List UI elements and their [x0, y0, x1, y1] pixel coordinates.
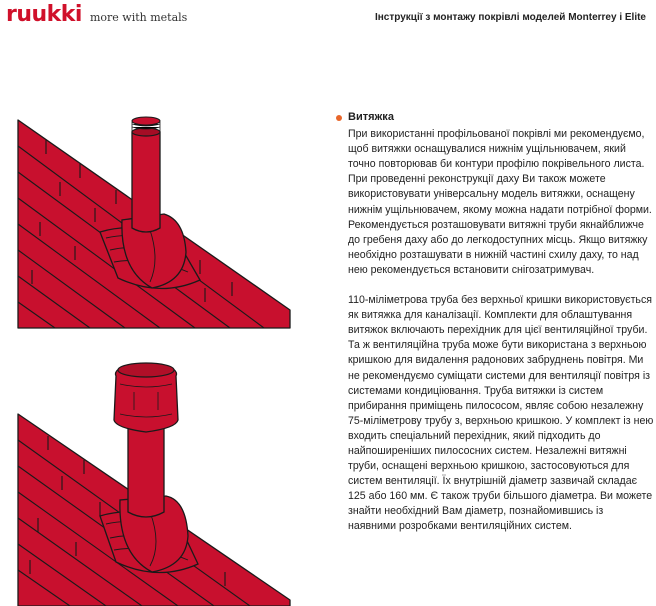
bullet-icon — [336, 115, 342, 121]
brand-wordmark: ruukki — [6, 2, 82, 27]
document-title: Інструкції з монтажу покрівлі моделей Monterrey і Elite — [374, 12, 646, 23]
brand-logo — [6, 3, 187, 27]
section-heading — [336, 110, 654, 125]
paragraph-1: При використанні профільованої покрівлі ми рекомендуємо, щоб витяжки оснащувалися нижнім ущільнювачем, який точно повторював би контури профілю покрівельного листа. При проведенні реконструкції даху Ви також можете використовувати універсальну модель витяжки, оснащену нижнім ущільнювачем, якому можна надати потрібної форми. Рекомендується розташовувати витяжні труби якнайближче до гребеня даху або до легкодоступних місць. Якщо витяжку необхідно розташувати в нижній частині схилу даху, то над нею рекомендується встановити снігозатримувач. — [348, 128, 652, 276]
brand-tagline: more with metals — [89, 10, 188, 24]
vent-pipe-capped-illustration — [0, 350, 300, 606]
paragraph-2: 110-міліметрова труба без верхньої кришки використовується як витяжка для каналізації. Комплекти для облаштування витяжок включають перехідник для цієї вентиляційної труби. Та ж вентиляційна труба може бути використана з верхньою кришкою для видалення радонових забруднень повітря. Ми не рекомендуємо суміщати системи для вентиляції повітря із системами кондиціювання. Труба витяжки із систем прибирання приміщень пилососом, являє собою незалежну 75-міліметрову трубу з, верхньою кришкою. У комплект із нею входить спеціальний перехідник, який підходить до найпоширеніших пилососних систем. Незалежні витяжні труби, оснащені верхньою кришкою, застосовуються для систем вентиляції. Їх внутрішній діаметр зазвичай складає 125 або 160 мм. Є також труби більшого діаметра. Ви можете знайти необхідний Вам діаметр, познайомившись із наявними розробками вентиляційних систем. — [348, 294, 654, 533]
vent-pipe-open-illustration — [0, 110, 300, 335]
section-heading-text: Витяжка — [348, 111, 394, 123]
vent-section — [336, 110, 654, 535]
